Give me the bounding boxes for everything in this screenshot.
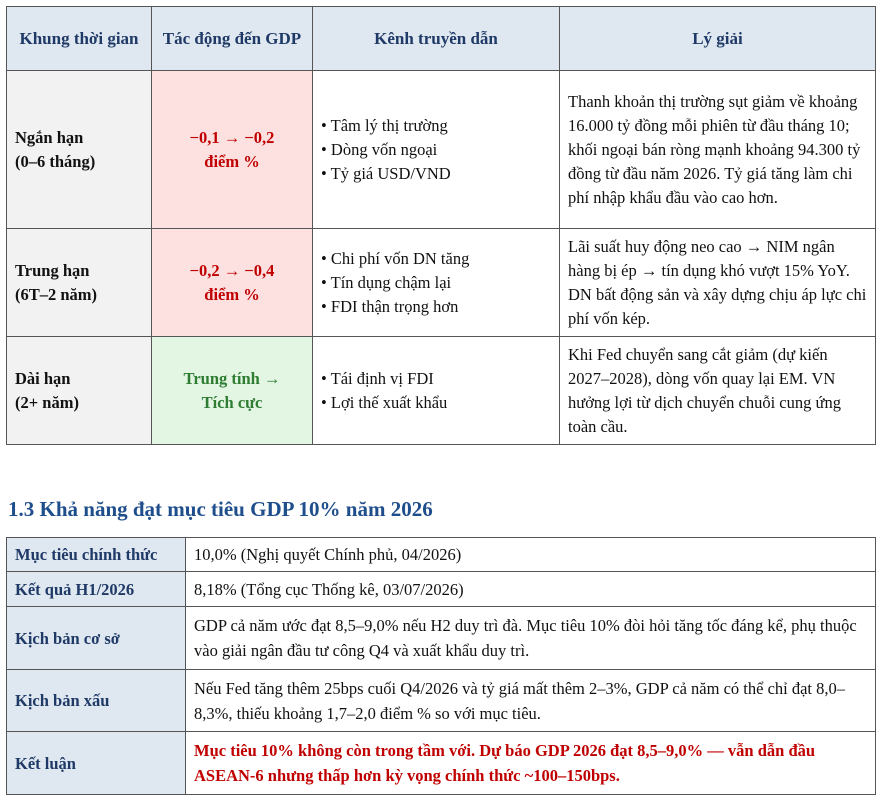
term-cell bbox=[7, 229, 152, 337]
impact-value: Trung tính → bbox=[183, 368, 281, 388]
explanation-cell: Lãi suất huy động neo cao → NIM ngân hàng bị ép → tín dụng khó vượt 15% YoY. DN bất động sản và xây dựng chịu áp lực chi phí vốn kép. bbox=[560, 229, 876, 337]
channel-item: • FDI thận trọng hơn bbox=[321, 295, 553, 319]
channel-item: • Tâm lý thị trường bbox=[321, 114, 553, 138]
channel-item: • Tín dụng chậm lại bbox=[321, 271, 553, 295]
impact-unit: điểm % bbox=[204, 284, 260, 304]
impact-value: −0,1 → −0,2 bbox=[189, 127, 275, 147]
impact-unit: điểm % bbox=[204, 151, 260, 171]
table-row bbox=[7, 572, 876, 607]
header-channels: Kênh truyền dẫn bbox=[313, 7, 560, 71]
table-row bbox=[7, 670, 876, 732]
explanation-cell: Thanh khoản thị trường sụt giảm về khoảng 16.000 tỷ đồng mỗi phiên từ đầu tháng 10; khối ngoại bán ròng mạnh khoảng 94.300 tỷ đồng từ đầu năm 2026. Tỷ giá tăng làm chi phí nhập khẩu đầu vào cao hơn. bbox=[560, 71, 876, 229]
term-cell bbox=[7, 337, 152, 445]
gdp-impact-table bbox=[6, 6, 876, 445]
table-row bbox=[7, 337, 876, 445]
row-value: Nếu Fed tăng thêm 25bps cuối Q4/2026 và tỷ giá mất thêm 2–3%, GDP cả năm có thể chỉ đạt 8,0–8,3%, thiếu khoảng 1,7–2,0 điểm % so với mục tiêu. bbox=[186, 670, 876, 732]
impact-cell bbox=[152, 229, 313, 337]
table-header-row bbox=[7, 7, 876, 71]
channels-cell bbox=[313, 229, 560, 337]
table-row bbox=[7, 607, 876, 670]
channel-item: • Dòng vốn ngoại bbox=[321, 138, 553, 162]
channels-cell bbox=[313, 71, 560, 229]
term-range: (2+ năm) bbox=[15, 392, 79, 412]
row-value: GDP cả năm ước đạt 8,5–9,0% nếu H2 duy trì đà. Mục tiêu 10% đòi hỏi tăng tốc đáng kể, phụ thuộc vào giải ngân đầu tư công Q4 và xuất khẩu duy trì. bbox=[186, 607, 876, 670]
impact-value: −0,2 → −0,4 bbox=[189, 260, 275, 280]
conclusion-value: Mục tiêu 10% không còn trong tầm với. Dự báo GDP 2026 đạt 8,5–9,0% — vẫn dẫn đầu ASEAN-6 nhưng thấp hơn kỳ vọng chính thức ~100–150bps. bbox=[186, 732, 876, 795]
table-row bbox=[7, 538, 876, 572]
channel-item: • Tỷ giá USD/VND bbox=[321, 162, 553, 186]
table-row bbox=[7, 71, 876, 229]
header-time-frame: Khung thời gian bbox=[7, 7, 152, 71]
term-label: Dài hạn bbox=[15, 368, 71, 388]
term-label: Trung hạn bbox=[15, 260, 90, 280]
table-row bbox=[7, 732, 876, 795]
row-label: Kịch bản xấu bbox=[7, 670, 186, 732]
impact-unit: Tích cực bbox=[201, 392, 263, 412]
channels-cell bbox=[313, 337, 560, 445]
term-range: (6T–2 năm) bbox=[15, 284, 98, 304]
explanation-cell: Khi Fed chuyển sang cắt giảm (dự kiến 2027–2028), dòng vốn quay lại EM. VN hưởng lợi từ dịch chuyển chuỗi cung ứng toàn cầu. bbox=[560, 337, 876, 445]
row-value: 8,18% (Tổng cục Thống kê, 03/07/2026) bbox=[186, 572, 876, 607]
channel-item: • Lợi thế xuất khẩu bbox=[321, 391, 553, 415]
impact-cell bbox=[152, 337, 313, 445]
table-row bbox=[7, 229, 876, 337]
impact-cell bbox=[152, 71, 313, 229]
row-label: Kết luận bbox=[7, 732, 186, 795]
header-gdp-impact: Tác động đến GDP bbox=[152, 7, 313, 71]
header-explanation: Lý giải bbox=[560, 7, 876, 71]
term-cell bbox=[7, 71, 152, 229]
section-heading: 1.3 Khả năng đạt mục tiêu GDP 10% năm 2026 bbox=[8, 497, 433, 521]
channel-item: • Tái định vị FDI bbox=[321, 367, 553, 391]
term-range: (0–6 tháng) bbox=[15, 151, 96, 171]
row-label: Mục tiêu chính thức bbox=[7, 538, 186, 572]
row-label: Kết quả H1/2026 bbox=[7, 572, 186, 607]
gdp-target-table bbox=[6, 537, 876, 795]
channel-item: • Chi phí vốn DN tăng bbox=[321, 247, 553, 271]
term-label: Ngắn hạn bbox=[15, 127, 84, 147]
row-value: 10,0% (Nghị quyết Chính phủ, 04/2026) bbox=[186, 538, 876, 572]
row-label: Kịch bản cơ sở bbox=[7, 607, 186, 670]
